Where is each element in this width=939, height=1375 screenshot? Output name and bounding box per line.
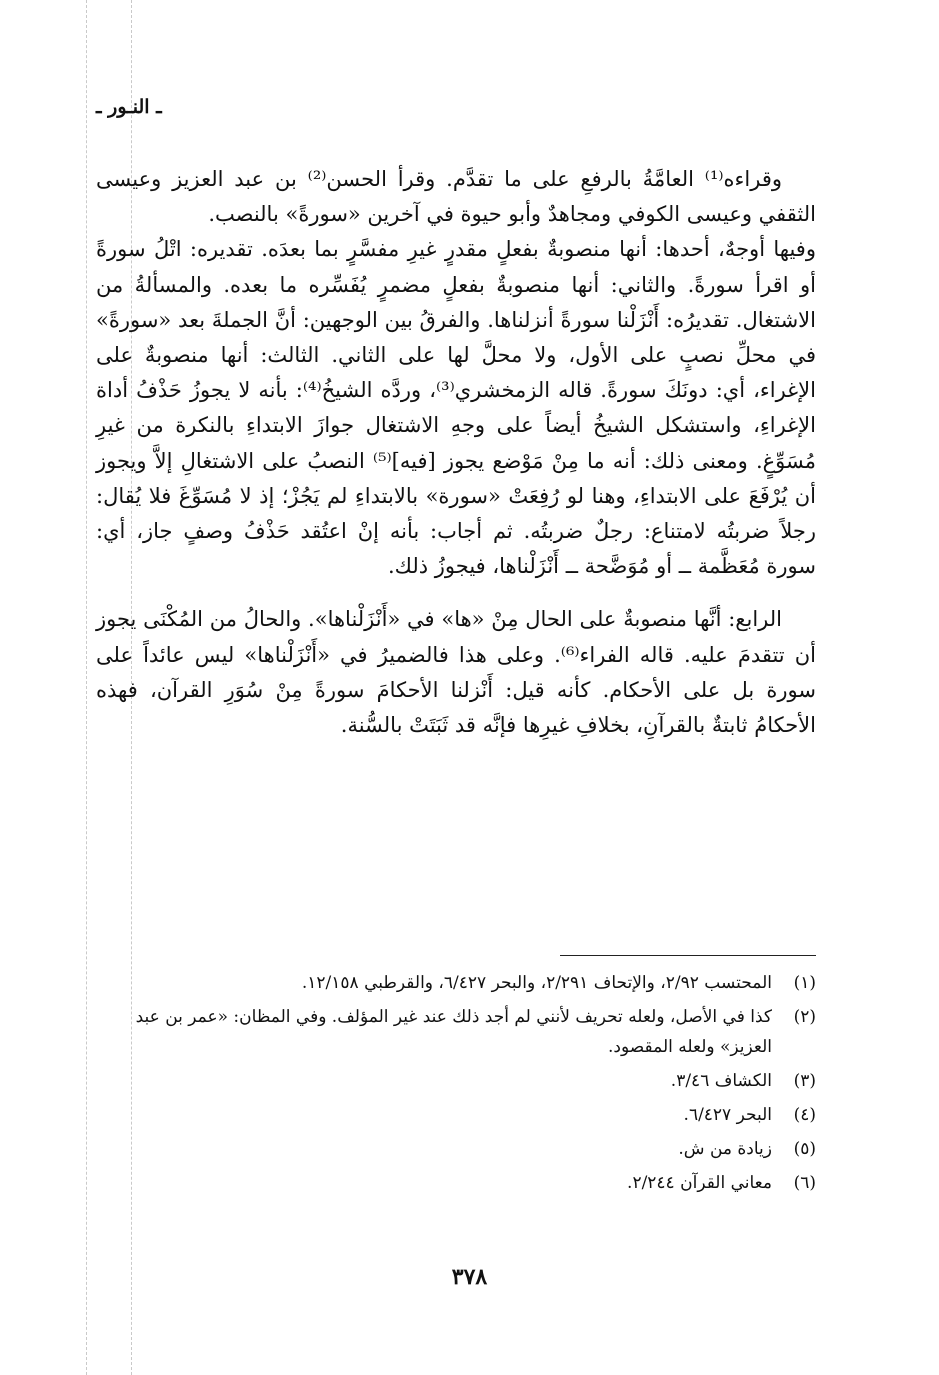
- footnote-1: [96, 968, 816, 998]
- footnote-text: معاني القرآن ٢/٢٤٤.: [627, 1173, 772, 1193]
- main-text: [96, 162, 816, 743]
- paragraph-2: وفيها أوجهٌ، أحدها: أنها منصوبةٌ بفعلٍ مقدرٍ غيرِ مفسَّرٍ بما بعدَه. تقديره: اتْلُ سورةً أو اقرأ سورةً. والثاني: أنها منصوبةٌ بفعلٍ مضمرٍ يُفَسِّره ما بعده. والمسألةُ من الاشتغال. تقديرُه: أَنْزَلْنا سورةً أنزلناها. والفرقُ بين الوجهين: أنَّ الجملةَ بعد «سورةً» في محلِّ نصبٍ على الأول، ولا محلَّ لها على الثاني. الثالث: أنها منصوبةٌ على الإغراء، أي: دونَكَ سورةً. قاله الزمخشري⁽³⁾، وردَّه الشيخُ⁽⁴⁾: بأنه لا يجوزُ حَذْفُ أداة الإغراءِ، واستشكل الشيخُ أيضاً على وجهِ الاشتغال جوازَ الابتداءِ بالنكرة من غيرِ مُسَوِّغٍ. ومعنى ذلك: أنه ما مِنْ مَوْضع يجوز [فيه]⁽⁵⁾ النصبُ على الاشتغالِ إلاَّ ويجوز أن يُرْفَعَ على الابتداءِ، وهنا لو رُفِعَتْ «سورة» بالابتداءِ لم يَجُزْ؛ إذ لا مُسَوِّغَ فلا يُقال: رجلاً ضربتُه لامتناع: رجلٌ ضربتُه. ثم أجاب: بأنه إنْ اعتُقد حَذْفُ وصفٍ جاز، أي: سورة مُعَظَّمة ــ أو مُوَضَّحة ــ أَنْزَلْناها، فيجوزُ ذلك.: [96, 237, 816, 579]
- footnotes: [96, 968, 816, 1202]
- footnote-number: (٣): [793, 1071, 816, 1091]
- footnote-number: (١): [793, 973, 816, 993]
- footnote-separator: [560, 955, 816, 956]
- page-number: ٣٧٨: [451, 1264, 488, 1290]
- paragraph-1: وقراءه⁽¹⁾ العامَّةُ بالرفعِ على ما تقدَّم. وقرأ الحسن⁽²⁾ بن عبد العزيز وعيسى الثقفي وعيسى الكوفي ومجاهدٌ وأبو حيوة في آخرين «سورةً» بالنصب.: [96, 167, 816, 227]
- footnote-text: الكشاف ٣/٤٦.: [670, 1071, 772, 1091]
- footnote-text: المحتسب ٢/٩٢، والإتحاف ٢/٢٩١، والبحر ٦/٤٢٧، والقرطبي ١٢/١٥٨.: [301, 973, 772, 993]
- footnote-5: [96, 1134, 816, 1164]
- footnote-number: (٥): [793, 1139, 816, 1159]
- left-margin-guide: [86, 0, 87, 1375]
- footnote-number: (٤): [793, 1105, 816, 1125]
- paragraph-3: الرابع: أنَّها منصوبةٌ على الحال مِنْ «ها» في «أَنْزَلْناها». والحالُ من المُكْنَى يجوز أن تتقدمَ عليه. قاله الفراء⁽⁶⁾. وعلى هذا فالضميرُ في «أَنْزَلْناها» ليس عائداً على سورة بل على الأحكام. كأنه قيل: أَنْزلنا الأحكامَ سورةً مِنْ سُوَرِ القرآن، فهذه الأحكامُ ثابتةٌ بالقرآنِ، بخلافِ غيرِها فإنَّه قد ثَبَتَتْ بالسُّنة.: [96, 607, 816, 738]
- footnote-text: زيادة من ش.: [678, 1139, 772, 1159]
- footnote-text: كذا في الأصل، ولعله تحريف لأنني لم أجد ذلك عند غير المؤلف. وفي المظان: «عمر بن عبد العزيز» ولعله المقصود.: [135, 1007, 772, 1057]
- footnote-2: [96, 1002, 816, 1062]
- footnote-4: [96, 1100, 816, 1130]
- footnote-number: (٢): [793, 1007, 816, 1027]
- footnote-number: (٦): [793, 1173, 816, 1193]
- footnote-3: [96, 1066, 816, 1096]
- footnote-6: [96, 1168, 816, 1198]
- running-header-title: ـ النـور ـ: [96, 96, 162, 118]
- footnote-text: البحر ٦/٤٢٧.: [683, 1105, 772, 1125]
